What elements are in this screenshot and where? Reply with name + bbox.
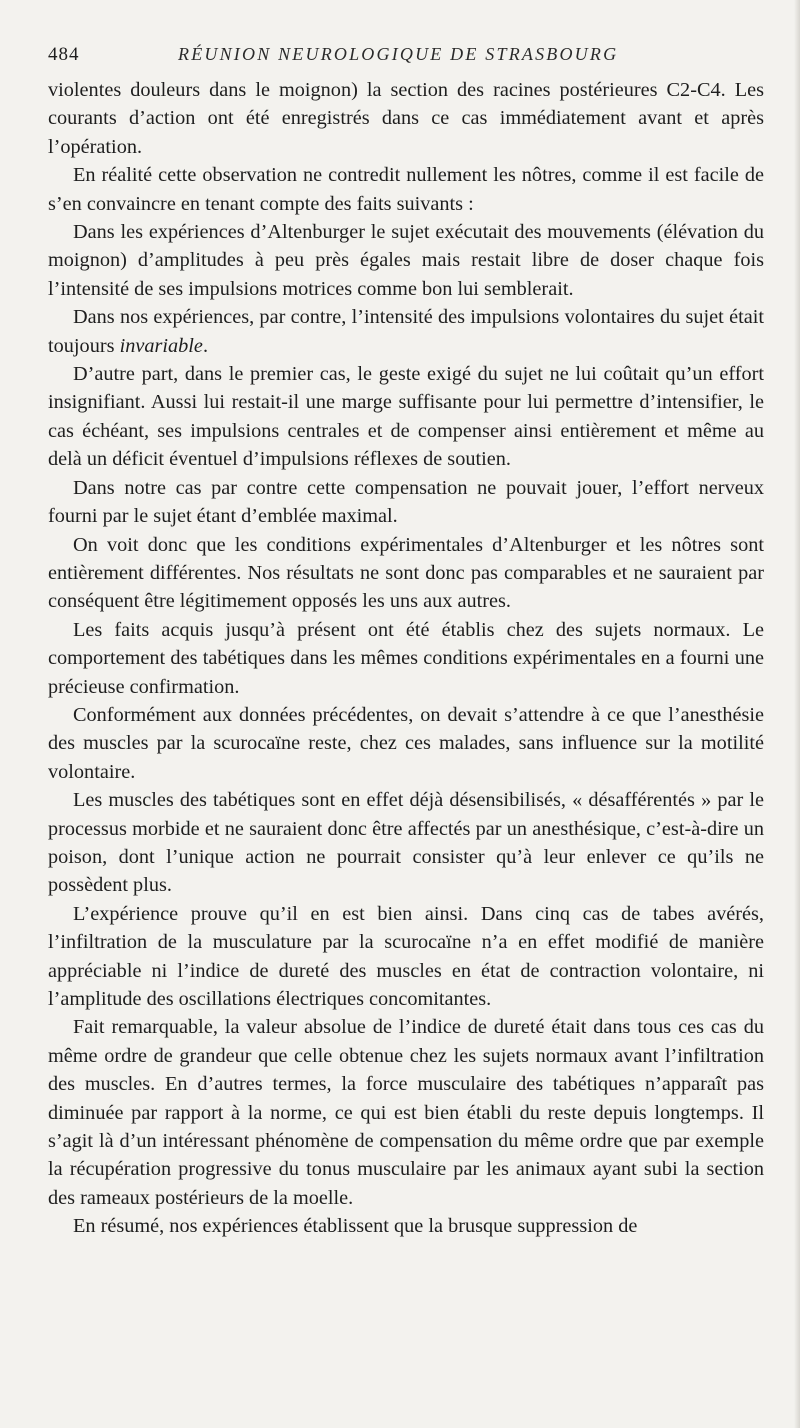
book-page <box>48 44 764 1241</box>
paragraph-4 <box>48 303 764 360</box>
paragraph-10: Les muscles des tabétiques sont en effet déjà désensibilisés, « désafférentés » par le processus morbide et ne sauraient donc être affectés par un anesthésique, c’est-à-dire un poison, dont l’unique action ne pourrait consister qu’à leur enlever ce qu’ils ne possèdent plus. <box>48 789 764 897</box>
page-edge-shadow <box>794 0 800 1428</box>
paragraph-4-text: Dans nos expériences, par contre, l’intensité des impulsions volontaires du sujet était toujours <box>48 306 764 357</box>
page-number: 484 <box>48 44 80 65</box>
running-title: RÉUNION NEUROLOGIQUE DE STRASBOURG <box>178 44 619 64</box>
page-header <box>48 44 764 76</box>
paragraph-2: En réalité cette observation ne contredit nullement les nôtres, comme il est facile de s’en convaincre en tenant compte des faits suivants : <box>48 164 764 215</box>
paragraph-5: D’autre part, dans le premier cas, le geste exigé du sujet ne lui coûtait qu’un effort insignifiant. Aussi lui restait-il une marge suffisante pour lui permettre d’intensifier, le cas échéant, ses impulsions centrales et de compenser ainsi entièrement et même au delà un déficit éventuel d’impulsions réflexes de soutien. <box>48 363 764 471</box>
paragraph-12: Fait remarquable, la valeur absolue de l’indice de dureté était dans tous ces cas du même ordre de grandeur que celle obtenue chez les sujets normaux avant l’infiltration des muscles. En d’autres termes, la force musculaire des tabétiques n’apparaît pas diminuée par rapport à la norme, ce qui est bien établi du reste depuis longtemps. Il s’agit là d’un intéressant phénomène de compensation du même ordre que par exemple la récupération progressive du tonus musculaire par les animaux ayant subi la section des rameaux postérieurs de la moelle. <box>48 1016 764 1209</box>
paragraph-9: Conformément aux données précédentes, on devait s’attendre à ce que l’anesthésie des muscles par la scurocaïne reste, chez ces malades, sans influence sur la motilité volontaire. <box>48 703 764 783</box>
emphasis-invariable: invariable <box>119 334 203 357</box>
paragraph-1: violentes douleurs dans le moignon) la section des racines postérieures C2-C4. Les courants d’action ont été enregistrés dans ce cas immédiatement avant et après l’opération. <box>48 79 764 158</box>
paragraph-3: Dans les expériences d’Altenburger le sujet exécutait des mouvements (élévation du moignon) d’amplitudes à peu près égales mais restait libre de doser chaque fois l’intensité de ses impulsions motrices comme bon lui semblerait. <box>48 221 764 300</box>
paragraph-7: On voit donc que les conditions expérimentales d’Altenburger et les nôtres sont entièrement différentes. Nos résultats ne sont donc pas comparables et ne sauraient par conséquent être légitimement opposés les uns aux autres. <box>48 533 764 613</box>
paragraph-13: En résumé, nos expériences établissent que la brusque suppression de <box>73 1215 638 1238</box>
paragraph-11: L’expérience prouve qu’il en est bien ainsi. Dans cinq cas de tabes avérés, l’infiltration de la musculature par la scurocaïne n’a en effet modifié de manière appréciable ni l’indice de dureté des muscles en état de contraction volontaire, ni l’amplitude des oscillations électriques concomitantes. <box>48 902 764 1010</box>
paragraph-6: Dans notre cas par contre cette compensation ne pouvait jouer, l’effort nerveux fourni par le sujet étant d’emblée maximal. <box>48 476 764 528</box>
body-text <box>48 76 764 1241</box>
paragraph-8: Les faits acquis jusqu’à présent ont été établis chez des sujets normaux. Le comportement des tabétiques dans les mêmes conditions expérimentales en a fourni une précieuse confirmation. <box>48 618 764 698</box>
paragraph-4-end: . <box>202 334 209 357</box>
